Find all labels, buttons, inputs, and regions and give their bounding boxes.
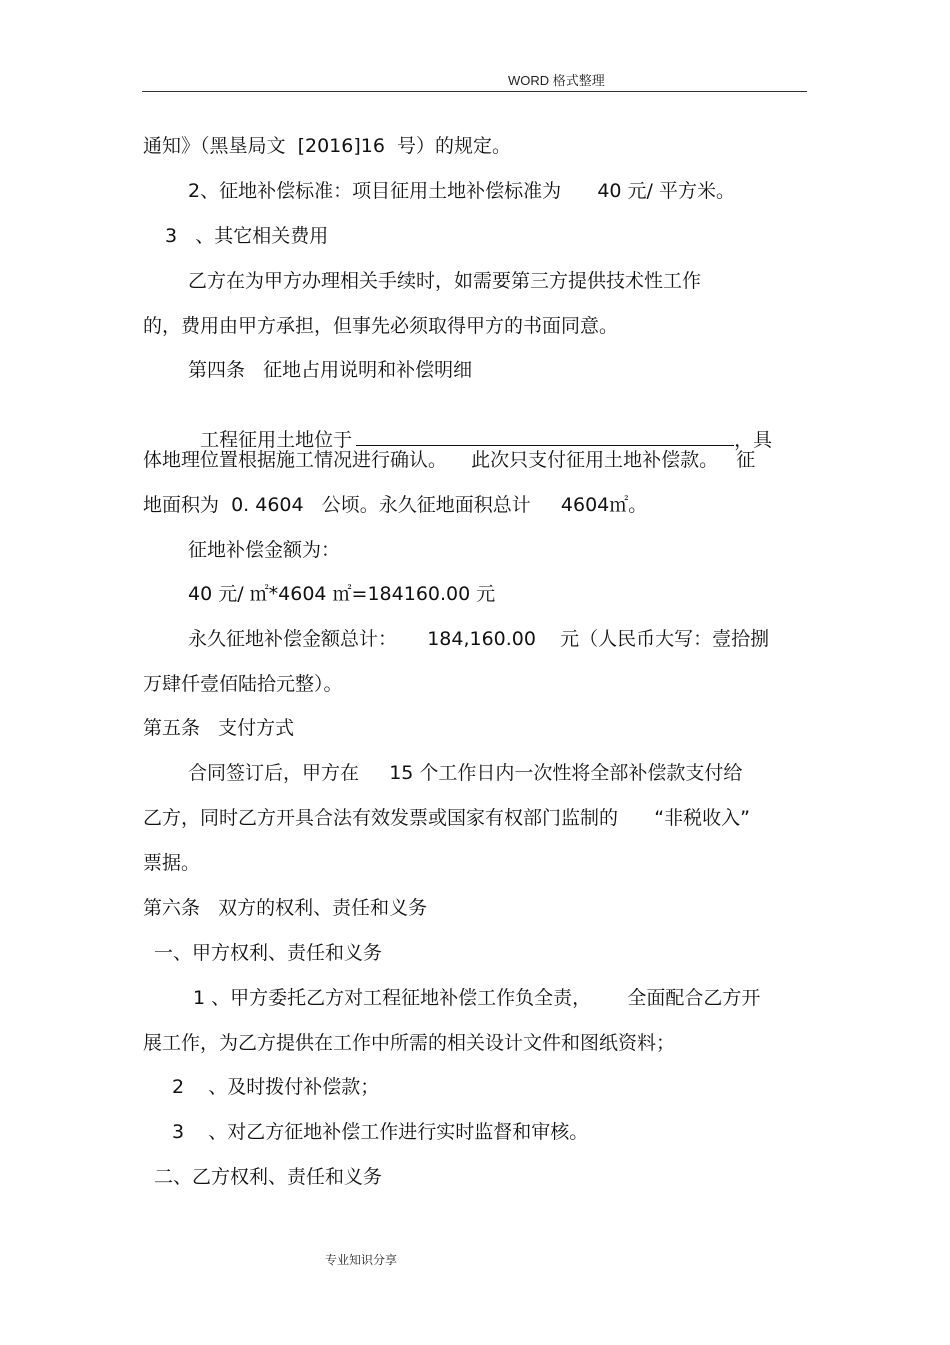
text-line: 展工作，为乙方提供在工作中所需的相关设计文件和图纸资料； xyxy=(143,1032,676,1054)
header-divider xyxy=(142,91,807,92)
text-line: 体地理位置根据施工情况进行确认。 此次只支付征用土地补偿款。 征 xyxy=(143,449,756,471)
section-heading: 二、乙方权利、责任和义务 xyxy=(154,1166,383,1188)
text-line: 通知》（黑垦局文 [2016]16 号）的规定。 xyxy=(143,135,512,157)
article-heading: 第四条 征地占用说明和补偿明细 xyxy=(188,359,473,381)
text-line: 的，费用由甲方承担，但事先必须取得甲方的书面同意。 xyxy=(143,315,619,337)
text-line: 万肆仟壹佰陆拾元整）。 xyxy=(143,673,343,695)
text-line-with-blank xyxy=(188,403,772,452)
text-line: 征地补偿金额为： xyxy=(188,539,341,561)
article-heading: 第五条 支付方式 xyxy=(143,717,295,739)
text-line: 永久征地补偿金额总计： 184,160.00 元（人民币大写：壹拾捌 xyxy=(188,628,770,650)
text-line: 乙方，同时乙方开具合法有效发票或国家有权部门监制的 “非税收入” xyxy=(143,807,750,829)
text-line: 乙方在为甲方办理相关手续时，如需要第三方提供技术性工作 xyxy=(188,270,702,292)
text-line: 2、征地补偿标准：项目征用土地补偿标准为 40 元/ 平方米。 xyxy=(188,180,735,202)
article-heading: 第六条 双方的权利、责任和义务 xyxy=(143,897,428,919)
text-line: 票据。 xyxy=(143,852,201,874)
page-header: WORD 格式整理 xyxy=(508,73,605,88)
section-heading: 一、甲方权利、责任和义务 xyxy=(154,942,383,964)
text-line: 2 、及时拨付补偿款； xyxy=(172,1076,380,1098)
text-line: 合同签订后，甲方在 15 个工作日内一次性将全部补偿款支付给 xyxy=(188,762,743,784)
text-segment: 工程征用土地位于 xyxy=(200,429,353,451)
page-footer: 专业知识分享 xyxy=(325,1253,398,1267)
text-line: 3 、其它相关费用 xyxy=(165,225,329,247)
formula-line: 40 元/ ㎡*4604 ㎡=184160.00 元 xyxy=(188,583,496,605)
fill-in-blank xyxy=(356,427,734,446)
text-segment: ，具 xyxy=(734,429,773,451)
text-line: 1 、甲方委托乙方对工程征地补偿工作负全责， 全面配合乙方开 xyxy=(193,987,761,1009)
text-line: 3 、对乙方征地补偿工作进行实时监督和审核。 xyxy=(172,1121,589,1143)
text-line: 地面积为 0. 4604 公顷。永久征地面积总计 4604㎡。 xyxy=(143,494,648,516)
